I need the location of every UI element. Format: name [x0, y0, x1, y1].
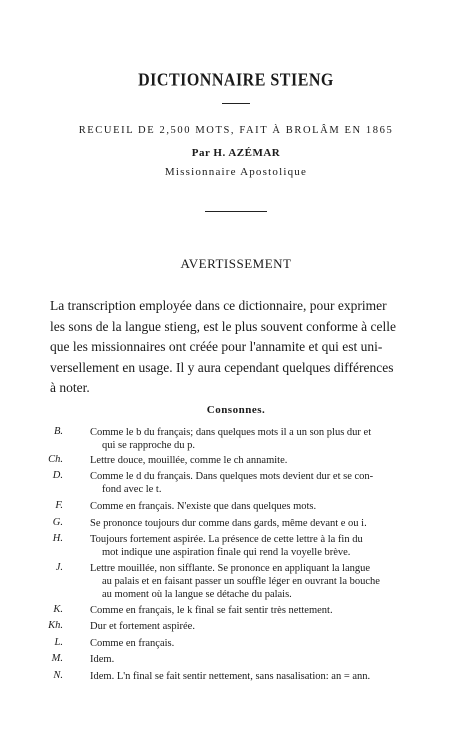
entry-line: Lettre mouillée, non sifflante. Se prononce en appliquant la langue: [90, 563, 371, 574]
entry-key: J.: [55, 562, 63, 573]
entry-text: [90, 562, 425, 602]
subtitle: RECUEIL DE 2,500 MOTS, FAIT À BROLÂM EN 1865: [78, 125, 394, 136]
entry-text: [90, 426, 425, 452]
entry-line: au moment où la langue se détache du palais.: [102, 589, 292, 601]
entry-key: N.: [53, 670, 63, 681]
title-divider: [222, 103, 250, 104]
intro-paragraph: [50, 296, 423, 399]
entry-text: [90, 604, 425, 617]
entry-text: [90, 653, 425, 666]
entry-text: [90, 500, 425, 513]
entry-key: L.: [54, 637, 63, 648]
entry-line: Comme en français.: [90, 638, 175, 649]
entry-line: Idem.: [90, 654, 115, 665]
entry-key: M.: [51, 653, 63, 664]
intro-line: que les missionnaires ont créée pour l'annamite et qui est uni-: [50, 339, 383, 354]
entry-line: Comme en français, le k final se fait sentir très nettement.: [90, 605, 333, 616]
entry-key: K.: [53, 604, 63, 615]
intro-line: La transcription employée dans ce dictionnaire, pour exprimer: [50, 298, 387, 313]
author-name: Par H. AZÉMAR: [191, 147, 281, 159]
entry-line: mot indique une aspiration finale qui rend la voyelle brève.: [102, 547, 351, 559]
author-role: Missionnaire Apostolique: [164, 166, 308, 178]
entry-line: Idem. L'n final se fait sentir nettement, sans nasalisation: an = ann.: [90, 671, 371, 682]
header-divider: [205, 211, 267, 212]
consonants-heading: Consonnes.: [206, 404, 266, 416]
entry-text: [90, 454, 425, 467]
entry-line: Se prononce toujours dur comme dans gards, même devant e ou i.: [90, 518, 367, 529]
entry-text: [90, 470, 425, 496]
entry-line: qui se rapproche du p.: [102, 440, 196, 452]
entry-line: Comme en français. N'existe que dans quelques mots.: [90, 501, 317, 512]
intro-line: versellement en usage. Il y aura cependant quelques différences: [50, 359, 394, 375]
entry-line: fond avec le t.: [102, 484, 162, 496]
entry-key: B.: [53, 426, 63, 437]
entry-text: [90, 670, 425, 683]
intro-line: les sons de la langue stieng, est le plus souvent conforme à celle: [50, 318, 397, 334]
entry-line: Toujours fortement aspirée. La présence de cette lettre à la fin du: [90, 534, 363, 545]
entry-line: au palais et en faisant passer un souffle léger en ouvrant la bouche: [102, 576, 380, 588]
entry-key: F.: [55, 500, 63, 511]
entry-key: Ch.: [48, 454, 63, 465]
entry-text: [90, 637, 425, 650]
page-title: DICTIONNAIRE STIENG: [138, 70, 334, 91]
entry-line: Comme le d du français. Dans quelques mots devient dur et se con-: [90, 471, 374, 482]
entry-key: G.: [52, 517, 63, 528]
entry-line: Lettre douce, mouillée, comme le ch annamite.: [90, 455, 288, 466]
section-heading: AVERTISSEMENT: [180, 256, 292, 271]
entry-key: D.: [52, 470, 63, 481]
entry-line: Dur et fortement aspirée.: [90, 621, 195, 632]
intro-line: à noter.: [50, 380, 90, 395]
entry-text: [90, 533, 425, 559]
entry-text: [90, 517, 425, 530]
entry-text: [90, 620, 425, 633]
entry-key: Kh.: [48, 620, 63, 631]
entry-key: H.: [52, 533, 63, 544]
entry-line: Comme le b du français; dans quelques mots il a un son plus dur et: [90, 427, 372, 438]
